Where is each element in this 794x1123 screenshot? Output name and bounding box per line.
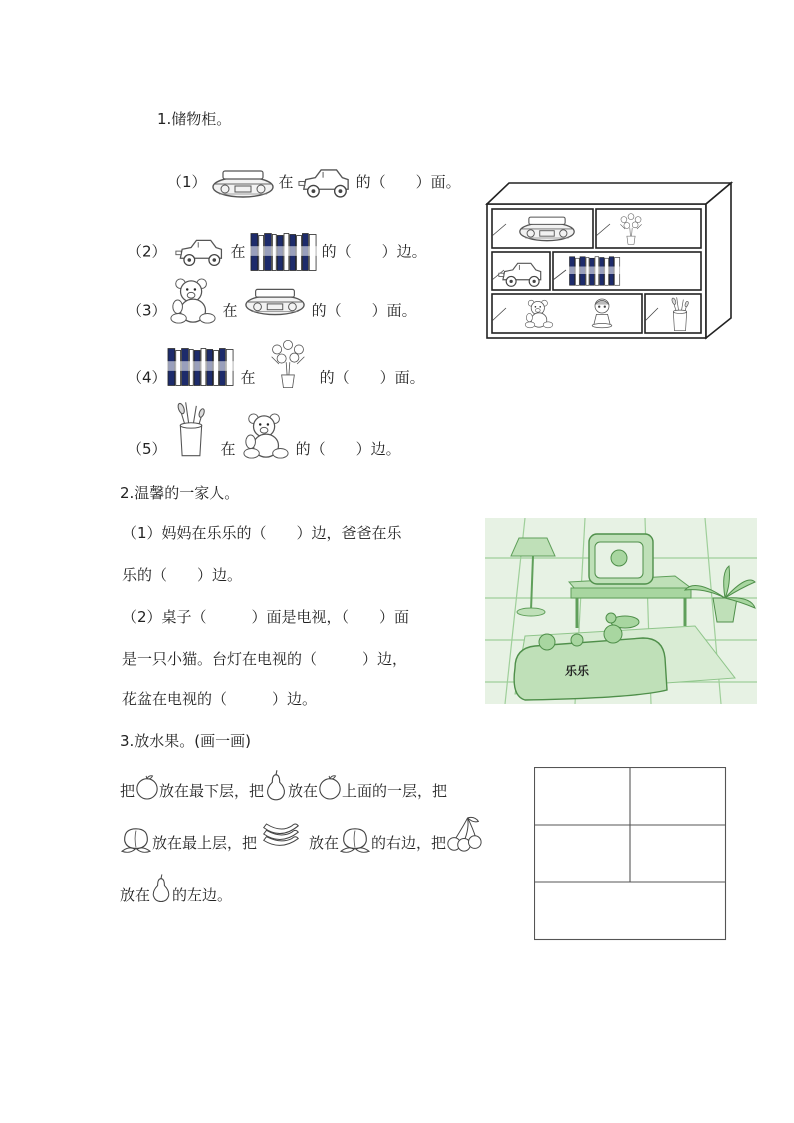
- q3-line-1-t1: 把: [120, 782, 136, 800]
- q1-item-5-a: 在: [220, 440, 236, 458]
- fruit-drawing-grid[interactable]: [534, 767, 727, 942]
- q1-title: 1.储物柜。: [157, 110, 232, 128]
- orange-icon: [135, 773, 159, 801]
- q1-item-2-num: （2）: [127, 242, 167, 261]
- storage-cabinet-picture: [484, 180, 734, 342]
- peach-icon: [339, 825, 371, 855]
- q3-line-3-t1: 放在: [120, 886, 151, 904]
- pear-icon: [150, 872, 172, 904]
- q1-item-4-num: （4）: [127, 368, 167, 387]
- toy-car-icon: [298, 166, 352, 199]
- q1-item-3-num: （3）: [127, 301, 167, 320]
- cabinet-toy-car-icon: [498, 260, 544, 288]
- q3-line-1-t2: 放在最下层，把: [159, 782, 265, 800]
- family-room-picture: [485, 518, 757, 704]
- q2-line-2: 乐的（ ）边。: [122, 566, 243, 584]
- q3-line-2: [120, 832, 482, 855]
- q1-item-3-b: 的（ ）面。: [311, 301, 417, 320]
- brush-pot-icon: [175, 399, 207, 459]
- cherry-icon: [446, 815, 482, 853]
- radio-cassette-icon: [244, 286, 306, 316]
- q3-title: 3.放水果。(画一画): [120, 732, 252, 750]
- orange-icon: [318, 773, 342, 801]
- radio-cassette-icon: [211, 168, 275, 198]
- banana-icon: [261, 820, 301, 848]
- q1-item-5-b: 的（ ）边。: [295, 440, 401, 458]
- q3-line-3-t2: 的左边。: [172, 886, 233, 904]
- q3-line-2-t1: 放在最上层，把: [152, 834, 258, 852]
- pear-icon: [264, 769, 288, 801]
- q3-line-3: [120, 884, 232, 906]
- toy-car-icon: [175, 236, 225, 268]
- q1-item-4: [127, 364, 425, 392]
- q3-line-2-t2: 放在: [309, 834, 340, 852]
- books-icon: [250, 232, 318, 272]
- q1-item-5: [127, 438, 401, 461]
- q1-item-1-b: 的（ ）面。: [355, 173, 461, 191]
- q1-item-4-a: 在: [240, 368, 256, 387]
- cabinet-radio-cassette-icon: [518, 214, 576, 242]
- q1-item-2-b: 的（ ）边。: [321, 242, 427, 261]
- teddy-bear-icon: [242, 411, 290, 461]
- q2-line-5: 花盆在电视的（ ）边。: [122, 690, 318, 708]
- q3-line-1-t3: 放在: [288, 782, 319, 800]
- q3-line-1-t4: 上面的一层，把: [342, 782, 448, 800]
- q1-item-1-a: 在: [278, 173, 294, 191]
- books-icon: [167, 346, 235, 388]
- q1-item-2-a: 在: [230, 242, 246, 261]
- q2-line-3: （2）桌子（ ）面是电视，（ ）面: [122, 608, 410, 626]
- q1-item-3: [127, 296, 417, 326]
- q2-line-1: （1）妈妈在乐乐的（ ）边，爸爸在乐: [122, 524, 402, 542]
- q1-item-4-b: 的（ ）面。: [319, 368, 425, 387]
- cabinet-teddy-bear-icon: [524, 298, 554, 330]
- flower-vase-icon: [268, 336, 308, 392]
- q1-item-1: [167, 166, 461, 199]
- q1-item-2: [127, 232, 427, 272]
- q3-line-1: [120, 780, 447, 802]
- q1-item-1-num: （1）: [167, 173, 207, 191]
- q2-line-4: 是一只小猫。台灯在电视的（ ）边，: [122, 650, 408, 668]
- q1-item-3-a: 在: [222, 301, 238, 320]
- q3-line-2-t3: 的右边，把: [371, 834, 447, 852]
- cabinet-doll-icon: [588, 296, 616, 330]
- q1-item-5-num: （5）: [127, 440, 167, 458]
- cabinet-books-icon: [568, 256, 622, 286]
- cabinet-flower-vase-icon: [618, 211, 644, 247]
- cabinet-brush-pot-icon: [670, 296, 690, 332]
- q2-title: 2.温馨的一家人。: [120, 484, 240, 502]
- peach-icon: [120, 825, 152, 855]
- teddy-bear-icon: [169, 276, 217, 326]
- picture-label-lele: 乐乐: [565, 664, 590, 678]
